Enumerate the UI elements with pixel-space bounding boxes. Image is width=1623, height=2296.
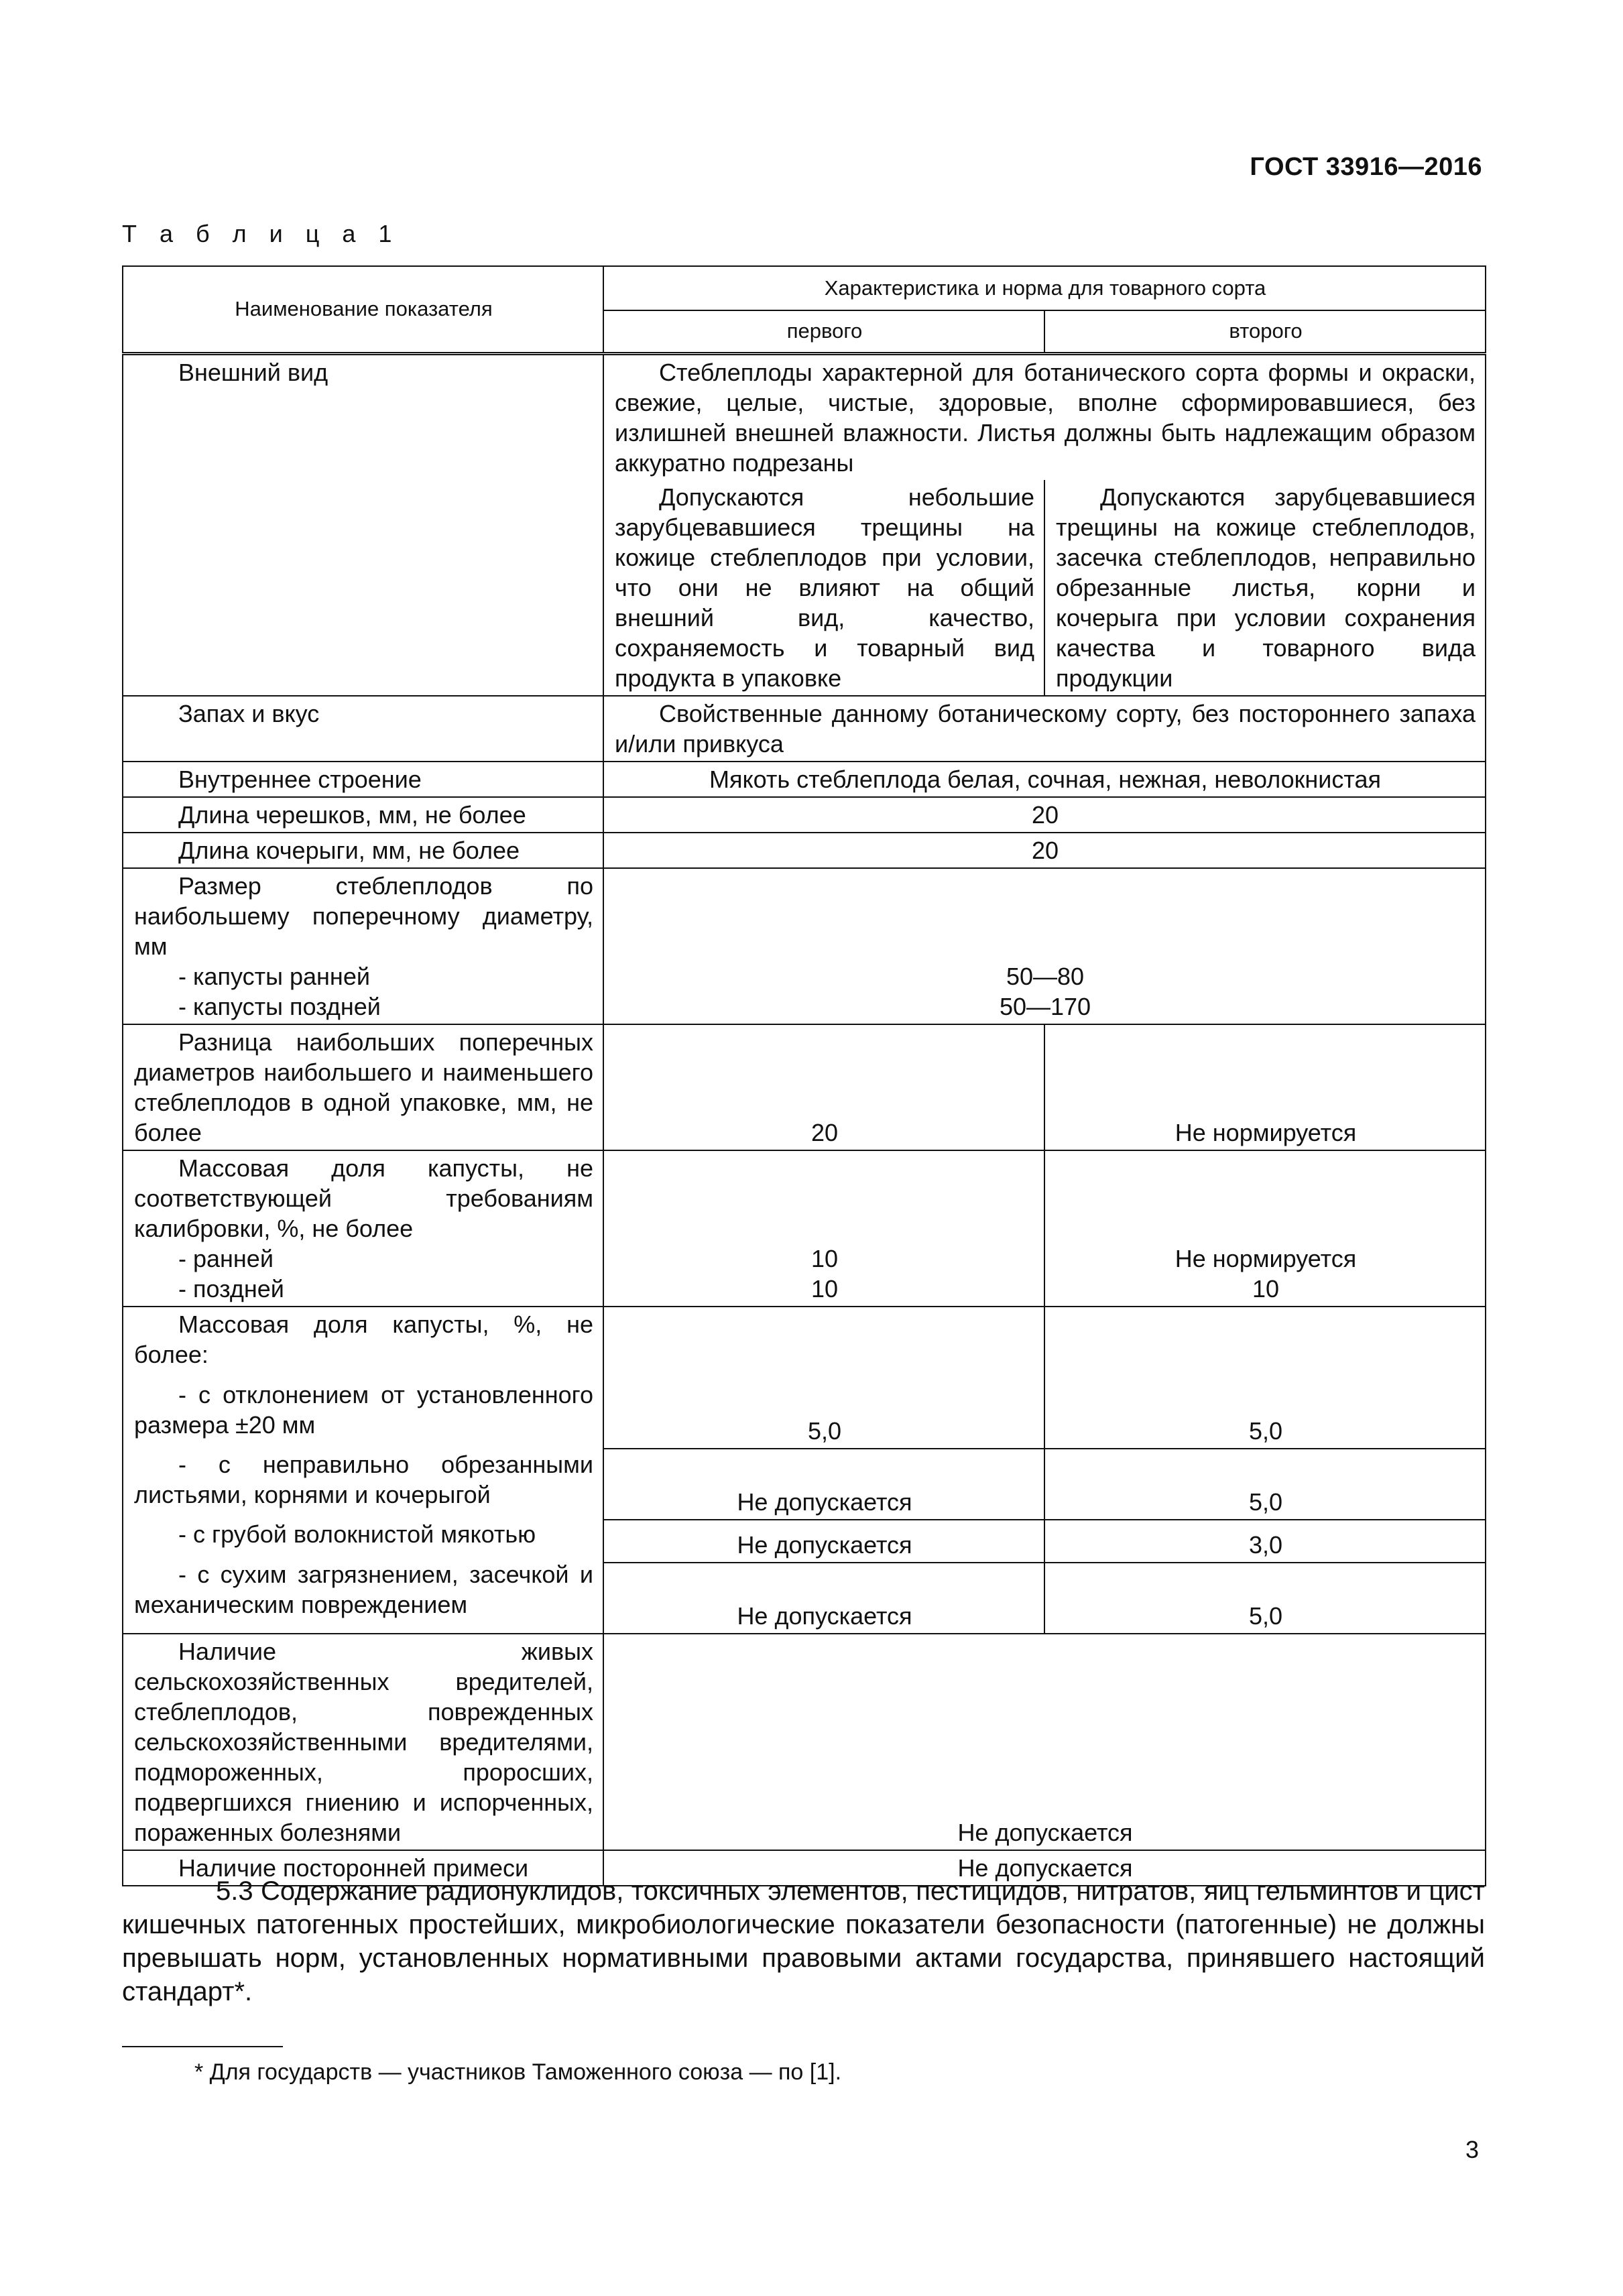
calib-early-label: - ранней [178,1244,274,1272]
appearance-first-text: Допускаются небольшие зарубцевавшиеся трещины на кожице стеблеплодов при условии, что они не влияют на общий внешний вид, качество, сохраняемость и товарный вид продукта в упаковке [604,480,1044,695]
row-name-stump: Длина кочерыги, мм, не более [123,833,603,868]
row-name-size [123,868,603,1024]
size-early-label: - капусты ранней [178,962,370,990]
table-row [123,1307,1486,1449]
row-name-smell: Запах и вкус [123,696,603,762]
cell-pests: Не допускается [603,1634,1486,1850]
calib-second-late: 10 [1252,1274,1280,1303]
cell-stump: 20 [603,833,1486,868]
size-label: Размер стеблеплодов по наибольшему поперечному диаметру, мм [134,871,593,960]
table-row [123,762,1486,797]
size-late-label: - капусты поздней [178,992,381,1020]
row-name-foreign: Наличие посторонней примеси [123,1850,603,1886]
cell-mass-dev-first: 5,0 [603,1307,1044,1449]
mass-fiber-label: - с грубой волокнистой мякотью [178,1520,536,1548]
size-early-value: 50—80 [1006,962,1085,990]
header-grade-group: Характеристика и норма для товарного сорта [603,266,1486,310]
mass-dev-label: - с отклонением от установленного размера ±20 мм [134,1380,593,1439]
table-row [123,868,1486,1024]
table-row [123,833,1486,868]
cell-size [603,868,1486,1024]
cell-mass-fiber-second: 3,0 [1044,1520,1486,1563]
cell-appearance [603,353,1486,696]
cell-petiole: 20 [603,797,1486,833]
appearance-common-text: Стеблеплоды характерной для ботанического сорта формы и окраски, свежие, целые, чистые, здоровые, вполне сформировавшиеся, без излишней внешней влажности. Листья должны быть надлежащим образом аккуратно подрезаны [615,358,1476,477]
table-header-row [123,266,1486,310]
cell-mass-dirt-second: 5,0 [1044,1563,1486,1634]
cell-foreign: Не допускается [603,1850,1486,1886]
cell-structure: Мякоть стеблеплода белая, сочная, нежная, неволокнистая [603,762,1486,797]
requirements-table [122,265,1486,1886]
header-indicator-name: Наименование показателя [123,266,603,353]
mass-dirt-label: - с сухим загрязнением, засечкой и механическим повреждением [134,1560,593,1618]
table-row [123,1150,1486,1307]
mass-label: Массовая доля капусты, %, не более: [134,1310,593,1368]
calib-first-late: 10 [810,1274,839,1303]
row-name-pests: Наличие живых сельскохозяйственных вредителей, стеблеплодов, поврежденных сельскохозяйственными вредителями, подмороженных, проросших, подвергшихся гниению и испорченных, пораженных болезнями [123,1634,603,1850]
table-row [123,797,1486,833]
page-number: 3 [1465,2136,1479,2163]
cell-mass-dirt-first: Не допускается [603,1563,1044,1634]
size-late-value: 50—170 [999,992,1091,1020]
row-name-mass [123,1307,603,1634]
document-code: ГОСТ 33916—2016 [1250,153,1482,181]
table-row [123,1024,1486,1150]
cell-smell: Свойственные данному ботаническому сорту, без постороннего запаха и/или привкуса [603,696,1486,762]
row-name-petiole: Длина черешков, мм, не более [123,797,603,833]
footnote: * Для государств — участников Таможенного союза — по [1]. [194,2059,842,2085]
calib-late-label: - поздней [178,1274,284,1303]
footnote-divider [122,2046,283,2047]
cell-mass-fiber-first: Не допускается [603,1520,1044,1563]
calib-first-early: 10 [810,1244,839,1272]
row-name-calib [123,1150,603,1307]
cell-mass-trim-second: 5,0 [1044,1449,1486,1520]
appearance-second-text: Допускаются зарубцевавшиеся трещины на кожице стеблеплодов, засечка стеблеплодов, неправильно обрезанные листья, корни и кочерыга при условии сохранения качества и товарного вида продукции [1056,483,1476,692]
calib-label: Массовая доля капусты, не соответствующей требованиям калибровки, %, не более [134,1154,593,1242]
table-row [123,353,1486,696]
cell-calib-second [1044,1150,1486,1307]
cell-mass-dev-second: 5,0 [1044,1307,1486,1449]
row-name-appearance: Внешний вид [123,353,603,696]
calib-second-early: Не нормируется [1175,1244,1357,1272]
section-5-3-paragraph: 5.3 Содержание радионуклидов, токсичных элементов, пестицидов, нитратов, яиц гельминтов и цист кишечных патогенных простейших, микробиологические показатели безопасности (патогенные) не должны превышать норм, установленных нормативными правовыми актами государства, принявшего настоящий стандарт*. [122,1876,1485,2006]
table-title: Т а б л и ц а 1 [122,220,400,247]
cell-diff-first: 20 [603,1024,1044,1150]
header-second-grade: второго [1044,310,1486,353]
cell-diff-second: Не нормируется [1044,1024,1486,1150]
cell-mass-trim-first: Не допускается [603,1449,1044,1520]
mass-trim-label: - с неправильно обрезанными листьями, корнями и кочерыгой [134,1450,593,1508]
row-name-structure: Внутреннее строение [123,762,603,797]
row-name-diff: Разница наибольших поперечных диаметров наибольшего и наименьшего стеблеплодов в одной упаковке, мм, не более [123,1024,603,1150]
cell-calib-first [603,1150,1044,1307]
table-row [123,696,1486,762]
header-first-grade: первого [603,310,1044,353]
table-row [123,1634,1486,1850]
